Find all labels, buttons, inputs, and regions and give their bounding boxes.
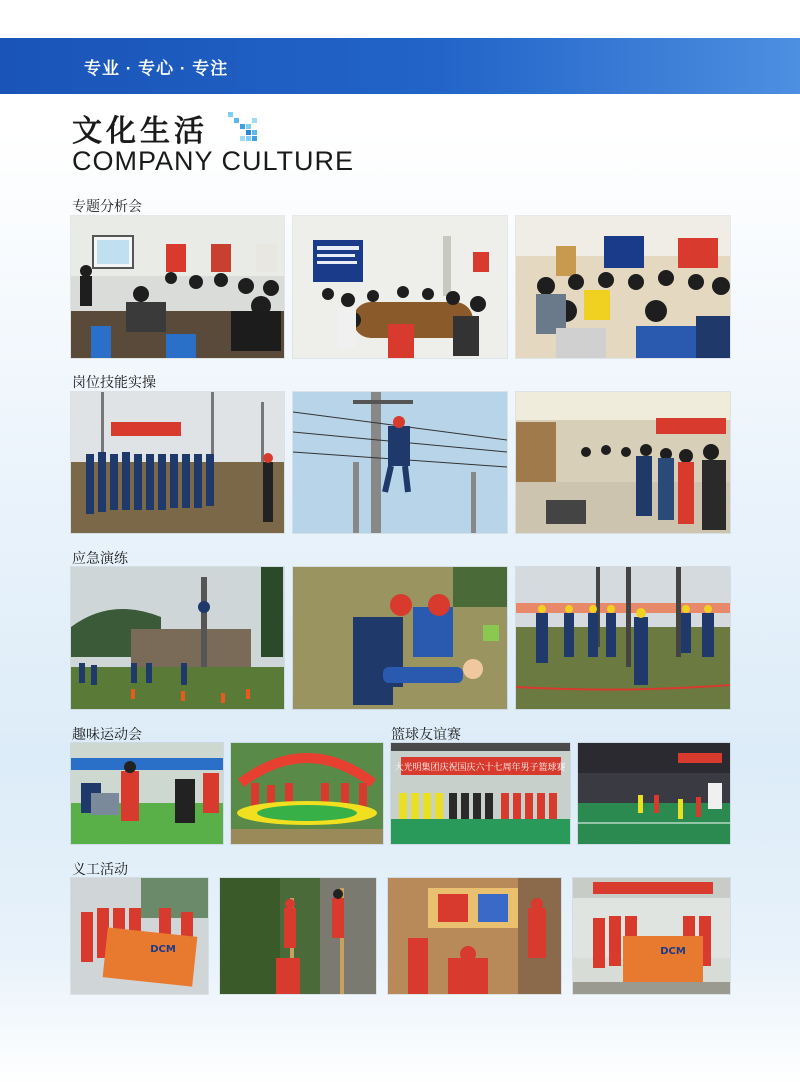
basketball-banner-text: 大光明集团庆祝国庆六十七周年男子篮球赛 [394, 763, 566, 773]
photo-meeting-2 [293, 216, 507, 358]
photo-emergency-pole [71, 567, 284, 709]
photo-skills-indoor [516, 392, 730, 533]
photo-emergency-cpr [293, 567, 507, 709]
section-label-basketball: 篮球友谊赛 [391, 727, 461, 743]
page-title-cn: 文化生活 [72, 114, 208, 149]
photo-meeting-1 [71, 216, 284, 358]
photo-meeting-3 [516, 216, 730, 358]
photo-basketball-team [391, 743, 570, 844]
photo-volunteer-banner [573, 878, 730, 994]
photo-volunteer-group [71, 878, 208, 994]
volunteer-logo-text-1: DCM [150, 944, 176, 955]
slogan: 专业 · 专心 · 专注 [84, 59, 229, 78]
volunteer-logo-text-2: DCM [660, 946, 686, 957]
header-banner [0, 38, 800, 94]
section-label-volunteer: 义工活动 [72, 862, 128, 878]
photo-basketball-court [578, 743, 730, 844]
pixel-decoration-icon [228, 112, 260, 142]
photo-volunteer-indoor [388, 878, 561, 994]
photo-skills-pole-climb [293, 392, 507, 533]
section-label-analysis: 专题分析会 [72, 199, 142, 215]
photo-sports-inflatable [231, 743, 383, 844]
photo-skills-lineup [71, 392, 284, 533]
photo-sports-race [71, 743, 223, 844]
section-label-sports: 趣味运动会 [72, 727, 142, 743]
section-label-skills: 岗位技能实操 [72, 375, 156, 391]
page-title-en: COMPANY CULTURE [72, 146, 355, 176]
photo-volunteer-climb [220, 878, 376, 994]
photo-emergency-field [516, 567, 730, 709]
section-label-emergency: 应急演练 [72, 551, 128, 567]
